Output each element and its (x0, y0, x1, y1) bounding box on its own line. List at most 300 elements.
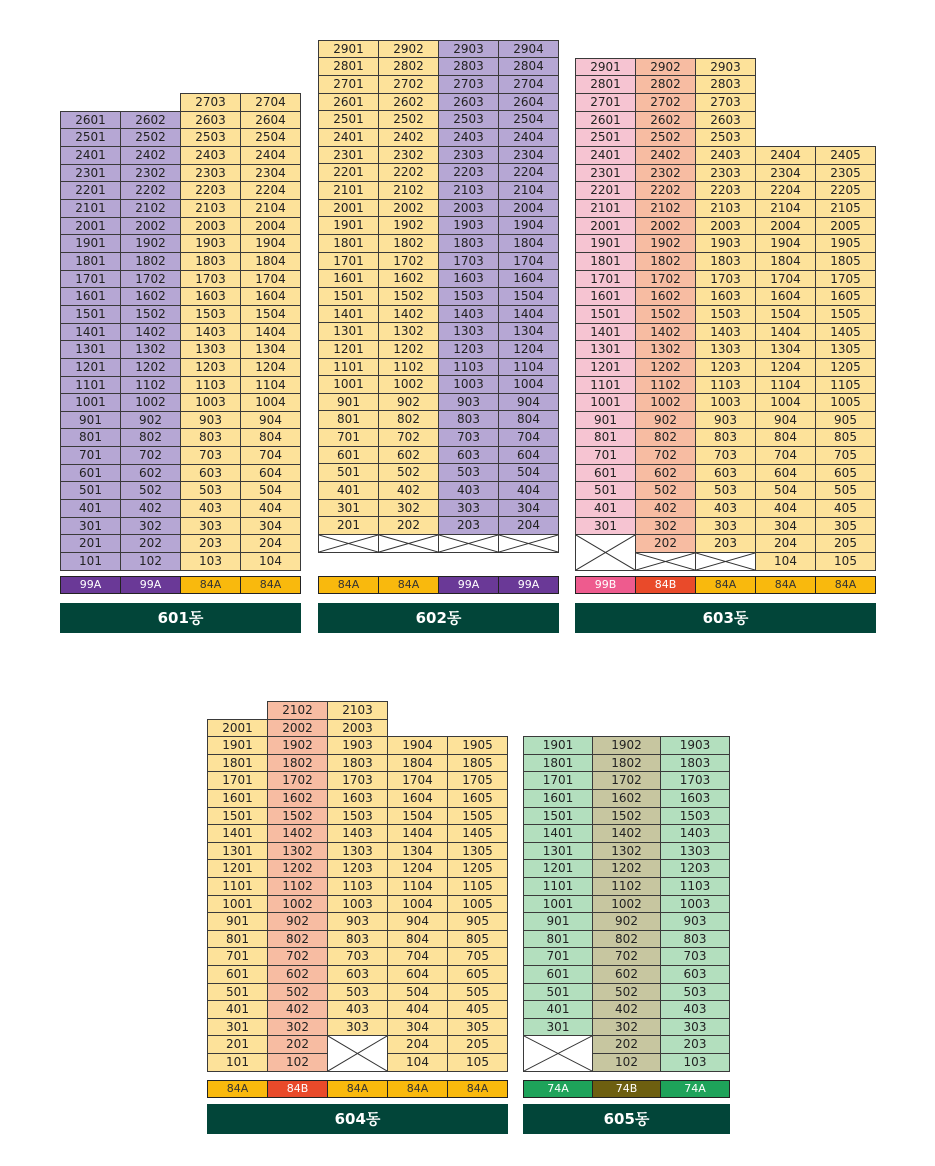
unit-cell: 1403 (180, 323, 241, 341)
unit-cell: 2002 (120, 217, 181, 235)
unit-cell: 1105 (447, 877, 508, 896)
unit-cell: 2202 (378, 163, 439, 182)
unit-cell: 1701 (318, 252, 379, 270)
unit-cell: 902 (267, 912, 328, 931)
unit-cell: 1003 (438, 375, 499, 394)
unit-cell: 2603 (695, 111, 756, 129)
unit-cell: 603 (660, 965, 730, 984)
unit-cell: 802 (635, 428, 696, 447)
unit-cell: 402 (120, 499, 181, 518)
unit-cell: 1304 (240, 340, 301, 359)
unit-type-badge: 99A (60, 576, 121, 594)
unit-cell: 1301 (575, 340, 636, 359)
unit-cell: 802 (120, 428, 181, 447)
unit-cell: 2201 (60, 181, 121, 200)
unit-cell: 1901 (60, 234, 121, 253)
unit-cell-empty (498, 534, 559, 553)
unit-cell: 203 (180, 534, 241, 553)
unit-cell: 1404 (498, 305, 559, 323)
unit-cell: 2203 (438, 163, 499, 182)
unit-cell: 2101 (60, 199, 121, 218)
unit-cell: 2002 (378, 199, 439, 217)
unit-cell: 1801 (523, 754, 593, 772)
unit-type-badge: 84A (378, 576, 439, 594)
unit-cell: 1805 (815, 252, 876, 271)
unit-cell: 2803 (438, 57, 499, 76)
unit-cell: 1402 (635, 323, 696, 341)
unit-cell: 1502 (120, 305, 181, 324)
unit-cell: 1902 (635, 234, 696, 253)
unit-cell: 702 (592, 947, 661, 966)
unit-cell: 904 (387, 912, 448, 931)
unit-cell: 1701 (60, 270, 121, 288)
unit-cell: 903 (660, 912, 730, 931)
unit-cell: 301 (318, 499, 379, 517)
unit-type-badge: 84A (815, 576, 876, 594)
unit-cell: 1005 (815, 393, 876, 412)
unit-cell: 1703 (695, 270, 756, 288)
unit-cell: 1105 (815, 376, 876, 394)
unit-cell: 804 (387, 930, 448, 948)
unit-cell: 1201 (60, 358, 121, 377)
unit-cell: 904 (498, 393, 559, 411)
unit-cell: 1804 (240, 252, 301, 271)
unit-cell: 404 (498, 481, 559, 500)
unit-cell: 1702 (120, 270, 181, 288)
unit-cell: 903 (327, 912, 388, 931)
unit-cell: 1404 (240, 323, 301, 341)
unit-cell: 1104 (387, 877, 448, 896)
unit-cell: 2604 (240, 111, 301, 129)
unit-cell: 901 (207, 912, 268, 931)
unit-cell: 303 (180, 517, 241, 535)
unit-cell: 1904 (240, 234, 301, 253)
unit-cell: 1001 (318, 375, 379, 394)
unit-cell: 1305 (447, 842, 508, 860)
unit-cell: 1001 (207, 895, 268, 913)
unit-cell: 504 (755, 481, 816, 500)
unit-cell: 2103 (180, 199, 241, 218)
unit-cell: 1504 (387, 807, 448, 825)
unit-cell: 1503 (438, 287, 499, 306)
unit-cell: 903 (695, 411, 756, 429)
unit-cell: 1904 (755, 234, 816, 253)
unit-cell: 701 (318, 428, 379, 447)
unit-cell: 2802 (635, 75, 696, 94)
empty-cell-cross (524, 1036, 592, 1071)
unit-cell: 601 (523, 965, 593, 984)
unit-cell: 1901 (318, 216, 379, 235)
unit-cell: 901 (60, 411, 121, 429)
unit-cell: 1302 (267, 842, 328, 860)
unit-cell: 2404 (498, 128, 559, 147)
unit-cell: 205 (447, 1035, 508, 1054)
unit-cell: 803 (327, 930, 388, 948)
unit-cell: 402 (267, 1000, 328, 1019)
unit-cell: 2703 (438, 75, 499, 94)
unit-cell: 2401 (575, 146, 636, 165)
unit-cell: 602 (120, 464, 181, 482)
unit-cell: 803 (695, 428, 756, 447)
unit-cell: 1502 (378, 287, 439, 306)
unit-cell: 2702 (635, 93, 696, 112)
unit-cell: 1703 (438, 252, 499, 270)
unit-cell: 2504 (498, 110, 559, 129)
unit-cell: 504 (387, 983, 448, 1001)
unit-cell: 2402 (378, 128, 439, 147)
unit-cell: 2301 (60, 164, 121, 182)
unit-cell: 1103 (438, 358, 499, 376)
unit-cell: 505 (815, 481, 876, 500)
unit-cell: 2002 (267, 719, 328, 737)
unit-cell: 1402 (120, 323, 181, 341)
unit-cell: 1503 (660, 807, 730, 825)
unit-cell: 702 (267, 947, 328, 966)
unit-cell: 1204 (387, 859, 448, 878)
unit-cell: 501 (60, 481, 121, 500)
unit-cell: 2903 (438, 40, 499, 58)
unit-cell: 501 (523, 983, 593, 1001)
unit-cell: 104 (387, 1053, 448, 1072)
unit-cell: 1903 (438, 216, 499, 235)
unit-cell: 1801 (60, 252, 121, 271)
unit-cell: 2602 (635, 111, 696, 129)
unit-cell: 403 (327, 1000, 388, 1019)
unit-cell: 1405 (447, 824, 508, 843)
unit-cell: 1302 (635, 340, 696, 359)
unit-cell: 1001 (523, 895, 593, 913)
unit-cell: 1604 (240, 287, 301, 306)
unit-cell-empty (378, 534, 439, 553)
building-label: 605동 (523, 1104, 730, 1134)
unit-cell: 503 (438, 463, 499, 482)
unit-cell: 702 (120, 446, 181, 465)
unit-cell: 1904 (498, 216, 559, 235)
unit-cell: 1702 (592, 771, 661, 790)
unit-cell: 202 (267, 1035, 328, 1054)
unit-cell: 703 (660, 947, 730, 966)
unit-cell: 2104 (498, 181, 559, 200)
unit-cell: 401 (575, 499, 636, 518)
unit-cell: 902 (592, 912, 661, 931)
unit-cell: 2305 (815, 164, 876, 182)
unit-cell: 2001 (318, 199, 379, 217)
unit-cell: 502 (120, 481, 181, 500)
unit-cell: 1101 (60, 376, 121, 394)
unit-cell: 903 (438, 393, 499, 411)
unit-cell: 1403 (660, 824, 730, 843)
unit-cell: 1404 (755, 323, 816, 341)
unit-cell: 401 (523, 1000, 593, 1019)
unit-cell: 2005 (815, 217, 876, 235)
building-label: 601동 (60, 603, 301, 633)
unit-cell: 803 (180, 428, 241, 447)
unit-type-badge: 99B (575, 576, 636, 594)
unit-cell: 2603 (438, 93, 499, 111)
unit-cell: 1505 (447, 807, 508, 825)
unit-cell: 1401 (523, 824, 593, 843)
unit-cell: 2403 (180, 146, 241, 165)
unit-cell: 1402 (592, 824, 661, 843)
unit-cell: 304 (498, 499, 559, 517)
unit-cell: 2303 (438, 146, 499, 164)
unit-cell: 1104 (755, 376, 816, 394)
unit-cell: 1203 (327, 859, 388, 878)
unit-cell: 1802 (635, 252, 696, 271)
unit-cell: 1705 (815, 270, 876, 288)
unit-cell: 1804 (498, 234, 559, 253)
unit-cell: 1703 (327, 771, 388, 790)
unit-cell: 1903 (660, 736, 730, 755)
unit-cell: 1601 (523, 789, 593, 808)
unit-cell: 2003 (327, 719, 388, 737)
unit-cell: 201 (207, 1035, 268, 1054)
unit-cell-empty (438, 534, 499, 553)
unit-cell: 1502 (592, 807, 661, 825)
unit-cell: 1203 (695, 358, 756, 377)
unit-cell: 2801 (318, 57, 379, 76)
building-label: 603동 (575, 603, 876, 633)
unit-cell: 703 (327, 947, 388, 966)
unit-cell: 1603 (695, 287, 756, 306)
unit-cell: 402 (378, 481, 439, 500)
unit-cell: 2001 (60, 217, 121, 235)
unit-cell: 301 (60, 517, 121, 535)
unit-cell: 1501 (523, 807, 593, 825)
unit-cell: 1605 (815, 287, 876, 306)
unit-cell: 1002 (592, 895, 661, 913)
unit-cell: 501 (318, 463, 379, 482)
unit-cell: 2205 (815, 181, 876, 200)
unit-cell: 2502 (635, 128, 696, 147)
unit-cell: 1302 (378, 322, 439, 341)
unit-cell: 801 (575, 428, 636, 447)
empty-cell-cross (696, 553, 755, 570)
unit-cell: 1004 (755, 393, 816, 412)
unit-cell: 2803 (695, 75, 756, 94)
unit-cell: 1104 (240, 376, 301, 394)
unit-cell: 505 (447, 983, 508, 1001)
unit-cell: 303 (438, 499, 499, 517)
unit-cell: 703 (438, 428, 499, 447)
unit-cell: 1803 (660, 754, 730, 772)
unit-cell: 1202 (267, 859, 328, 878)
unit-cell: 2004 (240, 217, 301, 235)
unit-cell: 1401 (207, 824, 268, 843)
unit-cell: 1601 (318, 269, 379, 288)
unit-cell: 2304 (498, 146, 559, 164)
unit-cell: 1305 (815, 340, 876, 359)
unit-cell: 2203 (695, 181, 756, 200)
building-label: 604동 (207, 1104, 508, 1134)
unit-cell: 301 (207, 1018, 268, 1036)
unit-cell: 1701 (523, 771, 593, 790)
unit-cell: 602 (378, 446, 439, 464)
unit-cell: 204 (387, 1035, 448, 1054)
unit-cell: 1501 (207, 807, 268, 825)
unit-cell: 1101 (575, 376, 636, 394)
unit-cell: 2405 (815, 146, 876, 165)
unit-cell: 2302 (635, 164, 696, 182)
unit-cell: 1801 (207, 754, 268, 772)
unit-cell: 1301 (523, 842, 593, 860)
unit-cell: 2402 (120, 146, 181, 165)
unit-cell: 2804 (498, 57, 559, 76)
unit-cell: 1101 (318, 358, 379, 376)
unit-cell: 502 (267, 983, 328, 1001)
unit-cell: 1405 (815, 323, 876, 341)
unit-cell: 1104 (498, 358, 559, 376)
unit-cell-empty (635, 552, 696, 571)
unit-cell: 2301 (318, 146, 379, 164)
unit-cell: 502 (592, 983, 661, 1001)
unit-cell-empty (327, 1035, 388, 1072)
unit-cell: 303 (660, 1018, 730, 1036)
unit-cell: 2104 (240, 199, 301, 218)
unit-cell: 1203 (660, 859, 730, 878)
unit-cell: 1002 (378, 375, 439, 394)
unit-cell: 805 (815, 428, 876, 447)
empty-cell-cross (499, 535, 558, 552)
unit-cell: 2704 (240, 93, 301, 112)
unit-cell: 1701 (575, 270, 636, 288)
unit-cell: 2501 (318, 110, 379, 129)
unit-cell: 2102 (635, 199, 696, 218)
unit-cell: 802 (378, 410, 439, 429)
unit-cell: 502 (378, 463, 439, 482)
unit-cell: 704 (498, 428, 559, 447)
unit-cell: 1901 (575, 234, 636, 253)
unit-cell: 1903 (695, 234, 756, 253)
unit-cell: 1802 (120, 252, 181, 271)
unit-type-badge: 84A (327, 1080, 388, 1098)
unit-cell: 1602 (267, 789, 328, 808)
unit-cell: 105 (815, 552, 876, 571)
unit-cell: 1702 (635, 270, 696, 288)
unit-cell: 1402 (267, 824, 328, 843)
unit-cell: 2403 (438, 128, 499, 147)
building-label: 602동 (318, 603, 559, 633)
unit-cell: 1601 (207, 789, 268, 808)
unit-cell: 1904 (387, 736, 448, 755)
unit-cell: 405 (447, 1000, 508, 1019)
unit-cell: 2003 (180, 217, 241, 235)
unit-cell: 2101 (575, 199, 636, 218)
unit-cell: 1604 (498, 269, 559, 288)
unit-cell: 1102 (635, 376, 696, 394)
unit-cell: 1103 (660, 877, 730, 896)
unit-cell: 2503 (180, 128, 241, 147)
unit-cell: 404 (387, 1000, 448, 1019)
unit-cell: 1602 (120, 287, 181, 306)
unit-cell: 2105 (815, 199, 876, 218)
unit-cell: 1604 (387, 789, 448, 808)
unit-cell: 1003 (180, 393, 241, 412)
unit-cell: 603 (695, 464, 756, 482)
unit-cell: 2303 (695, 164, 756, 182)
unit-cell: 1401 (318, 305, 379, 323)
unit-cell: 1905 (447, 736, 508, 755)
unit-cell: 2404 (755, 146, 816, 165)
unit-cell: 602 (635, 464, 696, 482)
unit-cell: 1202 (378, 340, 439, 359)
unit-cell: 303 (695, 517, 756, 535)
unit-cell: 2102 (378, 181, 439, 200)
unit-cell: 1902 (592, 736, 661, 755)
unit-cell: 1702 (378, 252, 439, 270)
unit-cell: 302 (635, 517, 696, 535)
unit-cell: 603 (180, 464, 241, 482)
unit-cell: 1902 (378, 216, 439, 235)
unit-cell: 604 (755, 464, 816, 482)
unit-cell: 1501 (60, 305, 121, 324)
unit-cell: 2201 (318, 163, 379, 182)
unit-cell: 1501 (575, 305, 636, 324)
unit-cell: 1803 (695, 252, 756, 271)
unit-cell: 1403 (438, 305, 499, 323)
unit-cell: 2103 (695, 199, 756, 218)
unit-cell: 904 (240, 411, 301, 429)
unit-cell: 802 (592, 930, 661, 948)
unit-cell: 1201 (207, 859, 268, 878)
unit-cell-empty (523, 1035, 593, 1072)
unit-cell: 1004 (387, 895, 448, 913)
unit-cell: 1304 (755, 340, 816, 359)
unit-cell: 2701 (318, 75, 379, 94)
unit-cell: 2501 (60, 128, 121, 147)
unit-cell: 604 (240, 464, 301, 482)
unit-cell: 2604 (498, 93, 559, 111)
unit-cell: 1202 (592, 859, 661, 878)
unit-cell: 701 (60, 446, 121, 465)
unit-cell: 1704 (387, 771, 448, 790)
unit-type-badge: 74B (592, 1080, 661, 1098)
unit-cell: 1301 (60, 340, 121, 359)
unit-cell: 2001 (207, 719, 268, 737)
unit-cell: 603 (438, 446, 499, 464)
unit-cell: 403 (660, 1000, 730, 1019)
empty-cell-cross (636, 553, 695, 570)
unit-cell: 1403 (327, 824, 388, 843)
unit-type-badge: 84A (207, 1080, 268, 1098)
unit-cell: 2703 (695, 93, 756, 112)
unit-cell: 601 (318, 446, 379, 464)
unit-cell: 1503 (327, 807, 388, 825)
unit-cell: 304 (755, 517, 816, 535)
unit-cell: 1503 (180, 305, 241, 324)
unit-cell: 401 (60, 499, 121, 518)
unit-cell: 702 (635, 446, 696, 465)
unit-cell: 403 (695, 499, 756, 518)
unit-cell: 2602 (120, 111, 181, 129)
unit-cell: 801 (318, 410, 379, 429)
unit-cell: 403 (438, 481, 499, 500)
unit-cell: 702 (378, 428, 439, 447)
unit-type-badge: 84A (695, 576, 756, 594)
unit-cell: 2901 (318, 40, 379, 58)
unit-cell: 1103 (327, 877, 388, 896)
unit-cell: 1302 (592, 842, 661, 860)
empty-cell-cross (319, 535, 378, 552)
unit-cell: 705 (815, 446, 876, 465)
unit-cell: 304 (387, 1018, 448, 1036)
unit-cell: 1203 (180, 358, 241, 377)
empty-cell-cross (379, 535, 438, 552)
unit-cell: 305 (447, 1018, 508, 1036)
unit-cell: 101 (207, 1053, 268, 1072)
unit-cell: 1001 (60, 393, 121, 412)
unit-cell: 2903 (695, 58, 756, 76)
